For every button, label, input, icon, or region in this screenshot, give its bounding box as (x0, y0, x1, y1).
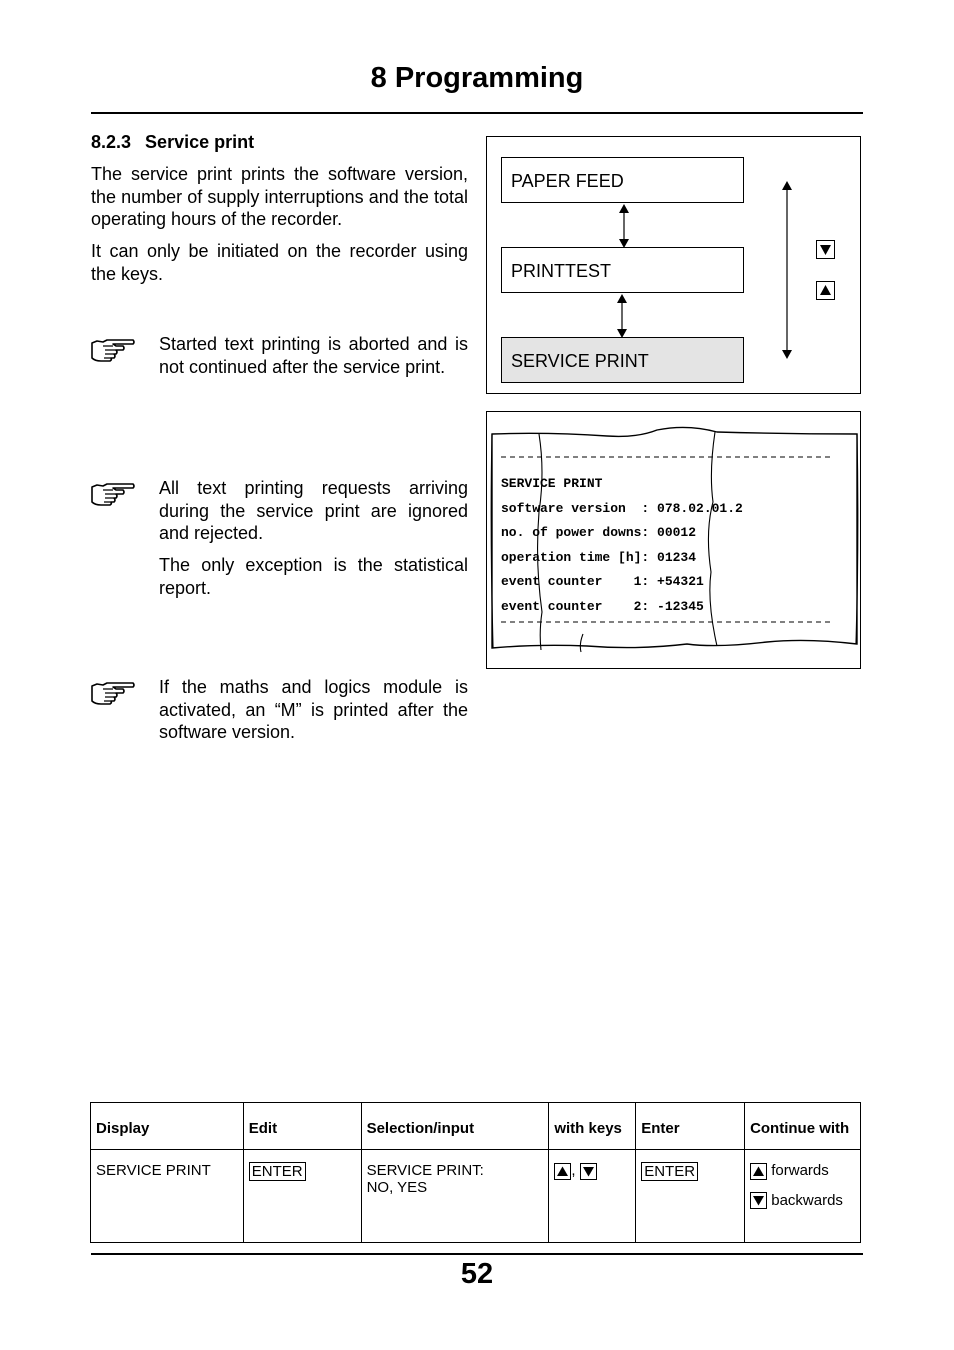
paper-strip-illustration (487, 412, 862, 670)
table-cell-display: SERVICE PRINT (91, 1150, 244, 1243)
table-row (91, 1150, 861, 1243)
down-arrow-key-icon[interactable] (580, 1163, 597, 1180)
continue-backwards-label: backwards (771, 1191, 843, 1209)
down-arrow-key-icon[interactable] (816, 240, 835, 259)
table-cell-selection (361, 1150, 549, 1243)
down-arrow-key-icon[interactable] (750, 1192, 767, 1209)
operation-table (90, 1102, 861, 1243)
table-cell-enter (636, 1150, 745, 1243)
enter-key[interactable]: ENTER (249, 1162, 306, 1181)
section-number: 8.2.3 (91, 132, 132, 152)
table-header: Enter (636, 1103, 745, 1150)
table-header: Continue with (745, 1103, 861, 1150)
up-arrow-key-icon[interactable] (750, 1163, 767, 1180)
table-cell-continue (745, 1150, 861, 1243)
selection-line: NO, YES (366, 1179, 428, 1196)
menu-item-paper-feed[interactable]: PAPER FEED (501, 157, 744, 203)
pointing-hand-icon (89, 679, 135, 707)
section-title: Service print (145, 132, 255, 152)
intro-paragraph: It can only be initiated on the recorder using the keys. (91, 241, 468, 284)
table-cell-edit (243, 1150, 361, 1243)
section-heading (91, 132, 254, 153)
continue-forwards-label: forwards (771, 1162, 829, 1179)
header-rule (91, 112, 863, 114)
continue-forwards (750, 1162, 855, 1180)
note-text: All text printing requests arriving during the service print are ignored and rejected. (159, 478, 468, 543)
note-text: The only exception is the statistical report. (159, 555, 468, 598)
printout-line: software version : 078.02.01.2 (501, 501, 743, 516)
menu-item-service-print[interactable]: SERVICE PRINT (501, 337, 744, 383)
enter-key[interactable]: ENTER (641, 1162, 698, 1181)
table-header: with keys (549, 1103, 636, 1150)
intro-paragraph: The service print prints the software version, the number of supply interruptions and the total operating hours of the recorder. (91, 164, 468, 229)
up-arrow-key-icon[interactable] (554, 1163, 571, 1180)
printout-line: event counter 1: +54321 (501, 574, 704, 589)
table-cell-keys (549, 1150, 636, 1243)
table-header: Edit (243, 1103, 361, 1150)
printout-line: SERVICE PRINT (501, 476, 603, 491)
chapter-title: 8 Programming (370, 62, 584, 94)
printout-line: operation time [h]: 01234 (501, 550, 697, 565)
printout-line: no. of power downs: 00012 (501, 525, 697, 540)
note-text: Started text printing is aborted and is not continued after the service print. (159, 334, 468, 377)
up-arrow-key-icon[interactable] (816, 281, 835, 300)
table-header: Display (91, 1103, 244, 1150)
service-printout-figure (486, 411, 861, 669)
selection-line: SERVICE PRINT: (366, 1162, 484, 1179)
table-header-row (91, 1103, 861, 1150)
keys-separator: , (571, 1162, 576, 1179)
page-number: 52 (460, 1258, 494, 1290)
pointing-hand-icon (89, 480, 135, 508)
table-header: Selection/input (361, 1103, 549, 1150)
menu-navigation-figure (486, 136, 861, 394)
note-text: If the maths and logics module is activated, an “M” is printed after the software version. (159, 677, 468, 742)
footer-rule (91, 1253, 863, 1255)
printout-line: event counter 2: -12345 (501, 599, 704, 614)
menu-arrows (487, 137, 862, 395)
continue-backwards (750, 1192, 855, 1210)
menu-item-printtest[interactable]: PRINTTEST (501, 247, 744, 293)
pointing-hand-icon (89, 336, 135, 364)
